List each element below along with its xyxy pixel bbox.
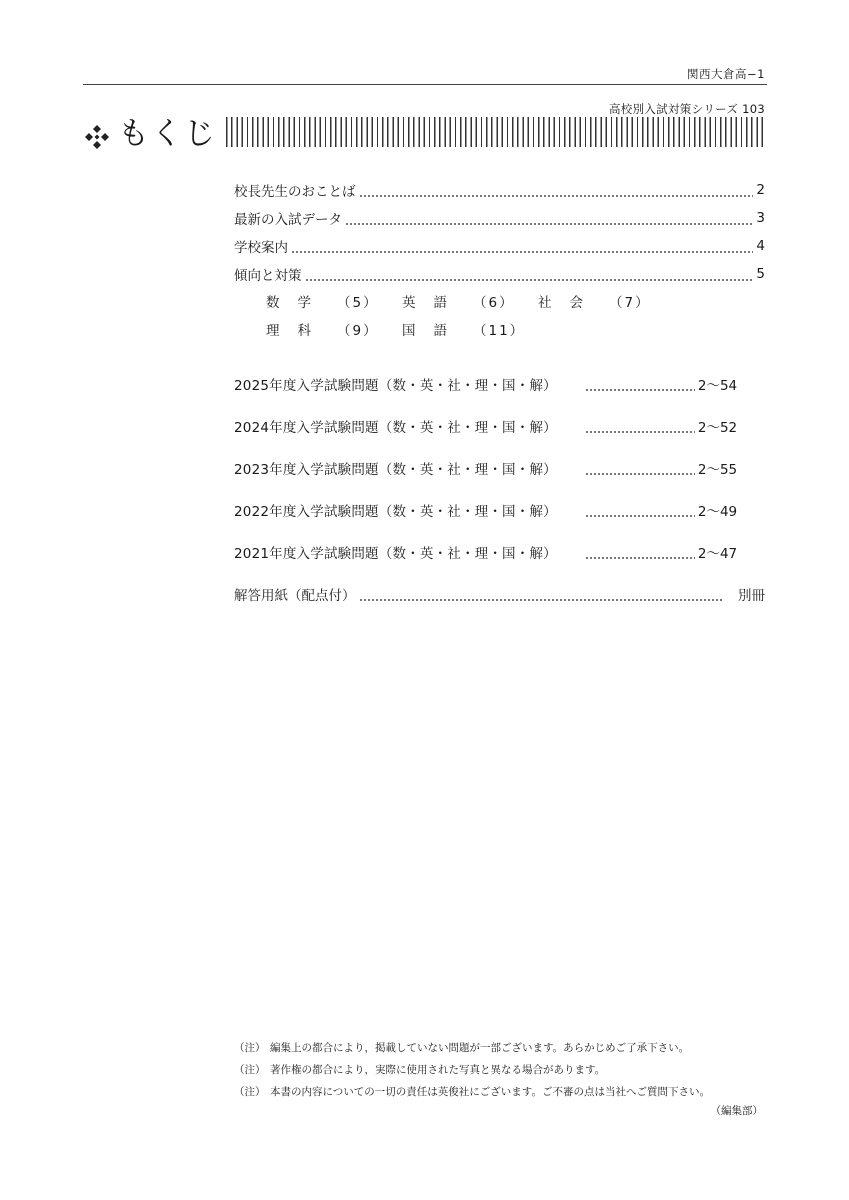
exam-entry-label: 2021年度入学試験問題（数・英・社・理・国・解） (234, 546, 557, 562)
toc-entry[interactable] (234, 236, 765, 256)
subject-name: 社会 (538, 295, 601, 311)
exam-entry-pages: 2〜55 (697, 462, 738, 478)
exam-entry-2021[interactable] (234, 542, 765, 562)
subject-name: 国語 (402, 323, 465, 339)
answer-sheet-page: 別冊 (738, 588, 765, 604)
note-text: 編集上の都合により，掲載していない問題が一部ございます。あらかじめご了承下さい。 (270, 1042, 690, 1054)
exam-entry-label: 2025年度入学試験問題（数・英・社・理・国・解） (234, 378, 557, 394)
toc-heading (84, 114, 766, 154)
note-line (234, 1081, 754, 1103)
subject-page: （6） (473, 295, 515, 311)
exam-entry-label: 2024年度入学試験問題（数・英・社・理・国・解） (234, 420, 557, 436)
dot-leader (359, 595, 725, 604)
exam-entry-label: 2023年度入学試験問題（数・英・社・理・国・解） (234, 462, 557, 478)
subject-entry-science[interactable] (266, 319, 379, 339)
exam-entry-2022[interactable] (234, 500, 765, 520)
toc-entry-page: 5 (756, 266, 765, 282)
subject-name: 英語 (402, 295, 465, 311)
dot-leader (345, 219, 753, 228)
subject-page: （9） (337, 323, 379, 339)
toc-entry-page: 3 (756, 210, 765, 226)
toc-entry-page: 4 (756, 238, 765, 254)
running-header-page-id: 関西大倉高−1 (687, 67, 765, 81)
note-line (234, 1037, 754, 1059)
exam-entry-2025[interactable] (234, 374, 765, 394)
dot-leader (359, 191, 754, 200)
subject-page: （11） (473, 323, 526, 339)
answer-sheet-label: 解答用紙（配点付） (234, 588, 356, 604)
dot-leader (585, 511, 695, 520)
note-tag: （注） (234, 1064, 266, 1076)
toc-entry-label: 学校案内 (234, 240, 288, 256)
subject-entry-social[interactable] (538, 291, 651, 311)
exam-entry-pages: 2〜47 (697, 546, 738, 562)
exam-entry-2024[interactable] (234, 416, 765, 436)
dot-leader (585, 385, 695, 394)
exam-entry-2023[interactable] (234, 458, 765, 478)
header-rule (83, 84, 767, 85)
toc-entry-page: 2 (756, 182, 765, 198)
decorative-bar-pattern (226, 117, 766, 147)
note-line (234, 1059, 754, 1081)
dot-leader (585, 469, 695, 478)
answer-sheet-entry[interactable] (234, 584, 765, 604)
subject-name: 理科 (266, 323, 329, 339)
series-label: 高校別入試対策シリーズ 103 (608, 102, 765, 116)
toc-entry-label: 傾向と対策 (234, 268, 302, 284)
subject-entry-math[interactable] (266, 291, 379, 311)
toc-title: もくじ (118, 116, 217, 152)
note-text: 本書の内容についての一切の責任は英俊社にございます。ご不審の点は当社へご質問下さい。 (270, 1086, 710, 1098)
note-tag: （注） (234, 1086, 266, 1098)
subject-entry-english[interactable] (402, 291, 515, 311)
dot-leader (585, 553, 695, 562)
dot-leader (305, 275, 754, 284)
dot-leader (291, 247, 753, 256)
diamond-ornament-icon (84, 124, 110, 150)
subject-page: （5） (337, 295, 379, 311)
notes-block (234, 1037, 754, 1103)
toc-entry[interactable] (234, 264, 765, 284)
subject-page: （7） (609, 295, 651, 311)
exam-entry-pages: 2〜54 (697, 378, 738, 394)
toc-entry-label: 校長先生のおことば (234, 184, 356, 200)
note-text: 著作権の都合により，実際に使用された写真と異なる場合があります。 (270, 1064, 606, 1076)
toc-entry[interactable] (234, 208, 765, 228)
toc-entry[interactable] (234, 180, 765, 200)
exam-entry-pages: 2〜52 (697, 420, 738, 436)
exam-entry-label: 2022年度入学試験問題（数・英・社・理・国・解） (234, 504, 557, 520)
dot-leader (585, 427, 695, 436)
note-tag: （注） (234, 1042, 266, 1054)
editorial-credit: （編集部） (710, 1105, 763, 1117)
exam-entry-pages: 2〜49 (697, 504, 738, 520)
subject-entry-japanese[interactable] (402, 319, 525, 339)
toc-entry-label: 最新の入試データ (234, 212, 342, 228)
subject-name: 数学 (266, 295, 329, 311)
